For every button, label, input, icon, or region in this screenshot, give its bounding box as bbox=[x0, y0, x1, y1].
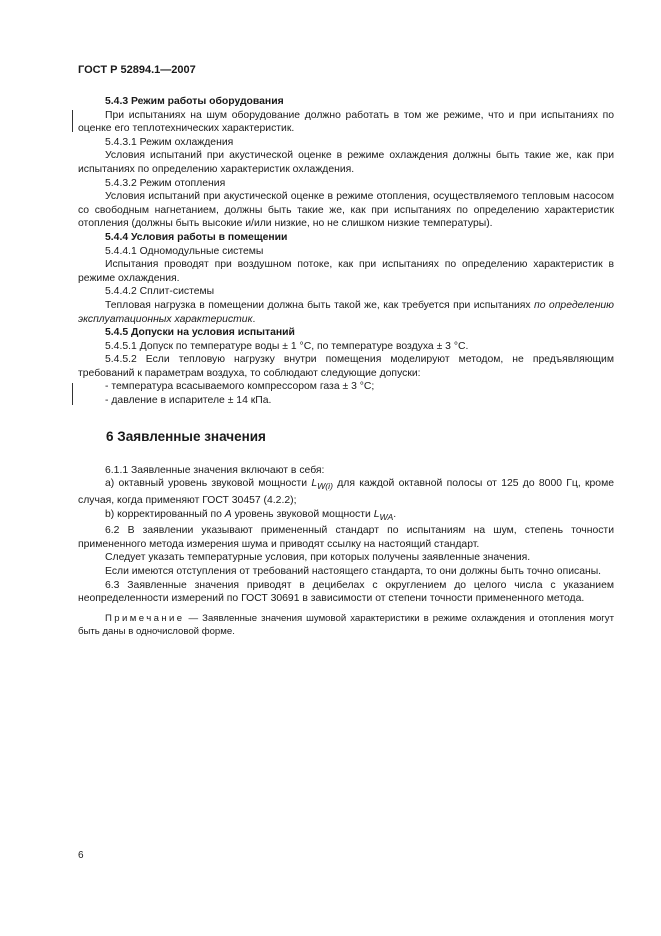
paragraph: 5.4.5.2 Если тепловую нагрузку внутри помещения моделируют методом, не предъявляющим требований к параметрам воздуха, то соблюдают следующие допуски: bbox=[78, 354, 614, 379]
paragraph: Условия испытаний при акустической оценке в режиме отопления, осуществляемого тепловым насосом со свободным нагнетанием, должны быть такие же, как при испытаниях по определению характеристик отопления (должны быть высокие и/или низкие, но не слишком низкие температуры). bbox=[78, 191, 614, 230]
subsection-title: 5.4.3 Режим работы оборудования bbox=[105, 96, 284, 107]
paragraph: 6.2 В заявлении указывают примененный стандарт по испытаниям на шум, степень точности примененного метода измерения шума и приводят ссылку на настоящий стандарт. bbox=[78, 525, 614, 550]
paragraph: Условия испытаний при акустической оценке в режиме охлаждения должны быть такие же, как при испытаниях по определению характеристик охлаждения. bbox=[78, 150, 614, 175]
italic-text: по определению эксплуатационных характеристик bbox=[78, 299, 614, 325]
subsection-title: 5.4.4 Условия работы в помещении bbox=[105, 231, 288, 243]
subsection-title: 5.4.5 Допуски на условия испытаний bbox=[105, 327, 295, 339]
document-body bbox=[78, 95, 614, 638]
subsection-title: 5.4.3.1 Режим охлаждения bbox=[105, 136, 234, 148]
paragraph: Если имеются отступления от требований настоящего стандарта, то они должны быть точно описаны. bbox=[105, 565, 602, 577]
list-item: - температура всасываемого компрессором газа ± 3 °С; bbox=[105, 381, 375, 393]
note-label: Примечание bbox=[105, 612, 185, 624]
paragraph: Следует указать температурные условия, при которых получены заявленные значения. bbox=[105, 552, 531, 564]
list-item: а) октавный уровень звуковой мощности $L_{W(i)}$ для каждой октавной полосы от 125 до 8000 Гц, кроме случая, когда применяют ГОСТ 30457 (4.2.2); bbox=[78, 478, 614, 506]
document-header: ГОСТ Р 52894.1—2007 bbox=[78, 64, 196, 76]
paragraph: При испытаниях на шум оборудование должно работать в том же режиме, что и при испытаниях по оценке его теплотехнических характеристик. bbox=[78, 109, 614, 135]
change-bar bbox=[72, 383, 73, 405]
note: Примечание — Заявленные значения шумовой характеристики в режиме охлаждения и отопления могут быть даны в одночисловой форме. bbox=[78, 612, 614, 637]
list-item: - давление в испарителе ± 14 кПа. bbox=[105, 395, 272, 407]
page-number: 6 bbox=[78, 850, 84, 861]
change-bar bbox=[72, 110, 73, 132]
paragraph: 5.4.5.1 Допуск по температуре воды ± 1 °С, по температуре воздуха ± 3 °С. bbox=[105, 340, 469, 352]
subsection-title: 5.4.4.2 Сплит-системы bbox=[105, 286, 215, 298]
subsection-title: 5.4.3.2 Режим отопления bbox=[105, 177, 226, 189]
paragraph: Тепловая нагрузка в помещении должна быть такой же, как требуется при испытаниях по определению эксплуатационных характеристик. bbox=[78, 299, 614, 325]
paragraph: Испытания проводят при воздушном потоке, как при испытаниях по определению характеристик в режиме охлаждения. bbox=[78, 259, 614, 284]
paragraph: 6.1.1 Заявленные значения включают в себя: bbox=[105, 464, 325, 476]
list-item: b) корректированный по А уровень звуковой мощности $L_{WA}$. bbox=[105, 508, 397, 522]
paragraph: 6.3 Заявленные значения приводят в децибелах с округлением до целого числа с указанием неопределенности измерений по ГОСТ 30691 в зависимости от степени точности примененного метода. bbox=[78, 579, 614, 605]
subsection-title: 5.4.4.1 Одномодульные системы bbox=[105, 245, 264, 257]
section-title: 6 Заявленные значения bbox=[106, 428, 266, 444]
